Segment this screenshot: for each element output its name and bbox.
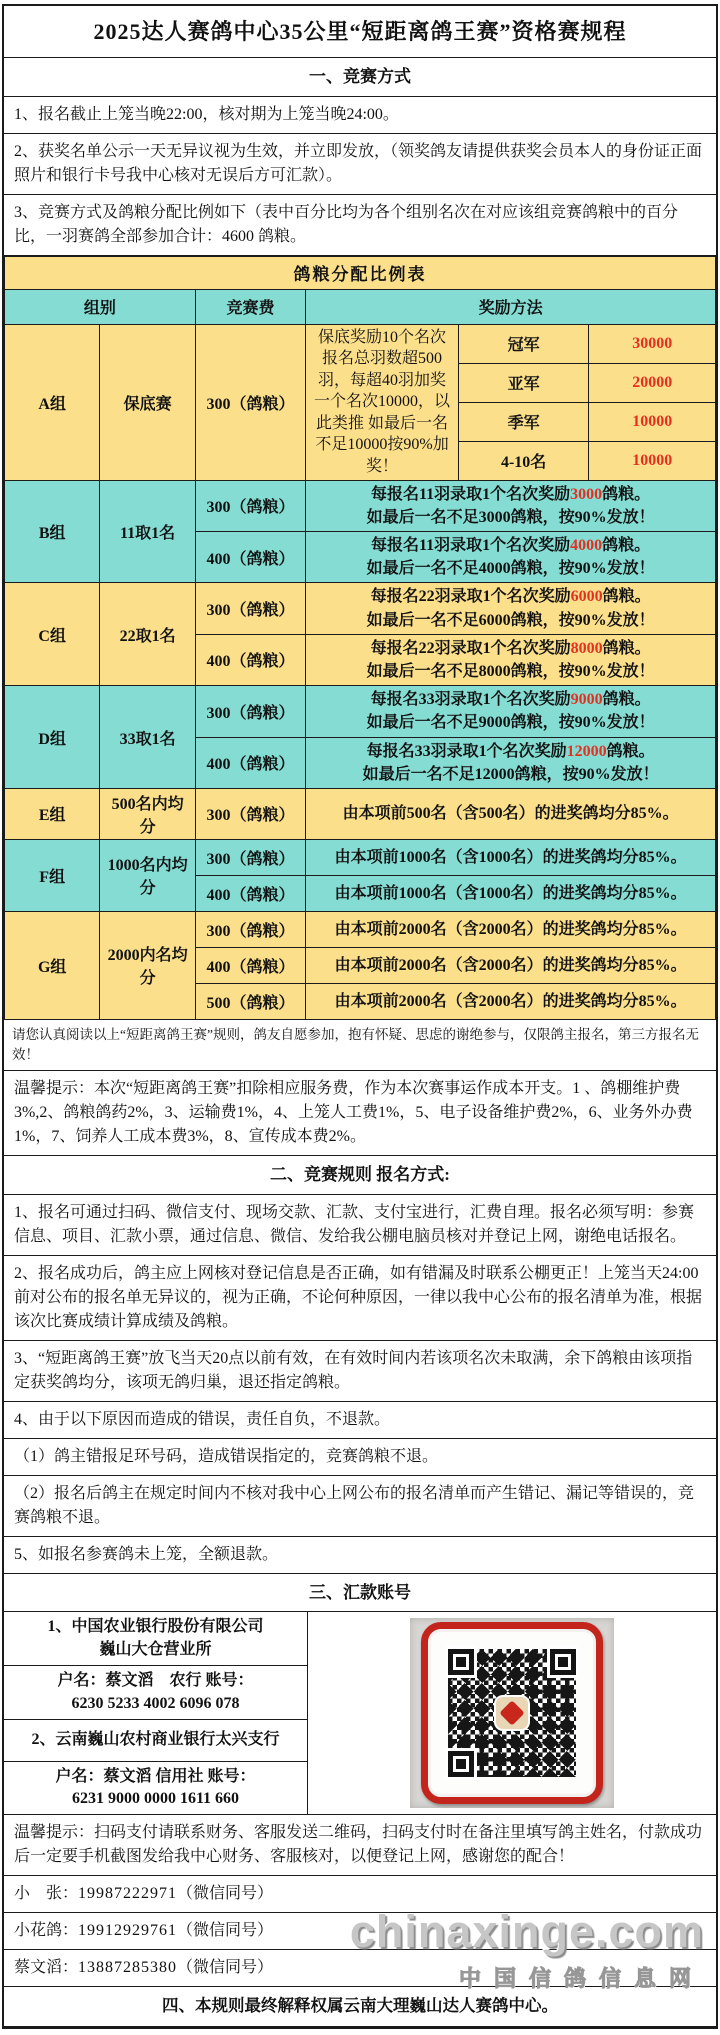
- group-d-reward-1: [306, 686, 716, 737]
- contact-phone: 13887285380: [78, 1959, 178, 1977]
- group-d-fee-2: 400（鸽粮）: [195, 737, 305, 788]
- group-f-reward-1: 由本项前1000名（含1000名）的进奖鸽均分85%。: [306, 839, 716, 875]
- registration-rule-4: 4、由于以下原因而造成的错误，责任自负，不退款。: [4, 1402, 716, 1439]
- bank1-holder: 户名：蔡文滔 农行 账号：: [57, 1672, 254, 1690]
- group-a-fee: 300（鸽粮）: [195, 324, 305, 480]
- group-f-type: 1000名内均分: [100, 839, 195, 911]
- column-header-group: 组别: [5, 289, 196, 324]
- contact-row: [4, 1876, 716, 1913]
- reward-amount: 4000: [570, 537, 603, 555]
- contact-row: [4, 1950, 716, 1987]
- group-b-fee-2: 400（鸽粮）: [195, 532, 305, 583]
- bank2-account: [4, 1762, 307, 1815]
- reward-text: 每报名22羽录取1个名次奖励: [370, 639, 571, 657]
- reward-text: 每报名33羽录取1个名次奖励: [370, 691, 571, 709]
- group-g-name: G组: [5, 911, 100, 1019]
- group-g-fee-3: 500（鸽粮）: [195, 983, 305, 1019]
- reward-text: 鸽粮。: [602, 588, 651, 606]
- contact-note: （微信同号）: [177, 1885, 274, 1903]
- regulation-document: [2, 4, 718, 2029]
- registration-rule-2: 2、报名成功后，鸽主应上网核对登记信息是否正确，如有错漏及时联系公棚更正！上笼当天24:00前对公布的报名单无异议的，视为正确，不论何种原因，一律以我中心公布的报名清单为准，根据该次比赛成绩计算成绩及鸽粮。: [4, 1256, 716, 1341]
- group-d-fee-1: 300（鸽粮）: [195, 686, 305, 737]
- bank1-account-number: 6230 5233 4002 6096 078: [71, 1694, 240, 1712]
- group-g-type: 2000内名均分: [100, 911, 195, 1019]
- group-e-type: 500名内均分: [100, 788, 195, 839]
- registration-rule-4-2: （2）报名后鸽主在规定时间内不核对我中心上网公布的报名清单而产生错记、漏记等错误的，竞赛鸽粮不退。: [4, 1476, 716, 1537]
- reward-text: 鸽粮。: [602, 639, 651, 657]
- group-b-fee-1: 300（鸽粮）: [195, 480, 305, 531]
- group-g-reward-1: 由本项前2000名（含2000名）的进奖鸽均分85%。: [306, 911, 716, 947]
- group-e-name: E组: [5, 788, 100, 839]
- contact-note: （微信同号）: [177, 1922, 274, 1940]
- group-b-reward-1: [306, 480, 716, 531]
- prize-rank: 季军: [458, 402, 589, 441]
- section3-heading: 三、汇款账号: [4, 1574, 716, 1613]
- reward-condition: 如最后一名不足6000鸽粮，按90%发放！: [366, 611, 655, 629]
- rule-item-2: 2、获奖名单公示一天无异议视为生效，并立即发放，（领奖鸽友请提供获奖会员本人的身份证正面照片和银行卡号我中心核对无误后方可汇款）。: [4, 134, 716, 195]
- reward-amount: 6000: [570, 588, 603, 606]
- group-b-type: 11取1名: [100, 480, 195, 583]
- reward-text: 每报名11羽录取1个名次奖励: [371, 537, 571, 555]
- contact-note: （微信同号）: [177, 1959, 274, 1977]
- registration-rule-5: 5、如报名参赛鸽未上笼，全额退款。: [4, 1537, 716, 1574]
- reward-condition: 如最后一名不足12000鸽粮，按90%发放！: [362, 765, 659, 783]
- group-a-name: A组: [5, 324, 100, 480]
- section1-heading: 一、竞赛方式: [4, 58, 716, 97]
- rule-item-3: 3、竞赛方式及鸽粮分配比例如下（表中百分比均为各个组别名次在对应该组竞赛鸽粮中的百分比，一羽赛鸽全部参加合计：4600 鸽粮。: [4, 195, 716, 256]
- group-g-reward-2: 由本项前2000名（含2000名）的进奖鸽均分85%。: [306, 947, 716, 983]
- column-header-fee: 竞赛费: [195, 289, 305, 324]
- bank2-holder: 户名：蔡文滔 信用社 账号：: [55, 1767, 256, 1785]
- payment-qr-frame: [421, 1622, 603, 1804]
- reward-condition: 如最后一名不足8000鸽粮，按90%发放！: [366, 662, 655, 680]
- contact-phone: 19912929761: [78, 1922, 178, 1940]
- reward-text: 鸽粮。: [606, 742, 655, 760]
- reward-text: 鸽粮。: [602, 691, 651, 709]
- service-fee-tip: 温馨提示：本次“短距离鸽王赛”扣除相应服务费，作为本次赛事运作成本开支。1 、鸽棚维护费3%,2、鸽粮鸽药2%，3、运输费1%，4、上笼人工费1%，5、电子设备维护费2%，6、业务外办费1%，7、饲养人工成本费3%，8、宣传成本费2%。: [4, 1071, 716, 1156]
- group-g-fee-2: 400（鸽粮）: [195, 947, 305, 983]
- bank-details-column: [4, 1612, 308, 1814]
- registration-rule-3: 3、“短距离鸽王赛”放飞当天20点以前有效，在有效时间内若该项名次未取满，余下鸽粮由该项指定获奖鸽均分，该项无鸽归巢，退还指定鸽粮。: [4, 1341, 716, 1402]
- reward-text: 每报名22羽录取1个名次奖励: [370, 588, 571, 606]
- group-c-fee-1: 300（鸽粮）: [195, 583, 305, 634]
- rule-item-1: 1、报名截止上笼当晚22:00，核对期为上笼当晚24:00。: [4, 97, 716, 134]
- prize-amount: 20000: [589, 363, 716, 402]
- group-e-reward-1: 由本项前500名（含500名）的进奖鸽均分85%。: [306, 788, 716, 839]
- watermark-domain: chinaxinge.com: [349, 1906, 704, 1958]
- group-d-reward-2: [306, 737, 716, 788]
- group-c-reward-1: [306, 583, 716, 634]
- bank1-account: [4, 1666, 307, 1720]
- prize-amount: 10000: [589, 402, 716, 441]
- qr-finder-top-right-icon: [550, 1649, 576, 1675]
- group-f-fee-2: 400（鸽粮）: [195, 875, 305, 911]
- group-f-fee-1: 300（鸽粮）: [195, 839, 305, 875]
- reward-text: 鸽粮。: [602, 537, 651, 555]
- qr-finder-bottom-left-icon: [448, 1751, 474, 1777]
- bank2-name-line1: 2、云南巍山农村商业银行太兴支行: [31, 1731, 280, 1749]
- group-d-type: 33取1名: [100, 686, 195, 789]
- qr-finder-top-left-icon: [448, 1649, 474, 1675]
- registration-rule-4-1: （1）鸽主错报足环号码，造成错误指定的，竞赛鸽粮不退。: [4, 1439, 716, 1476]
- reward-amount: 3000: [570, 485, 603, 503]
- prize-rank: 亚军: [458, 363, 589, 402]
- reward-amount: 9000: [570, 691, 603, 709]
- qr-center-logo-icon: [496, 1697, 528, 1729]
- contact-name: 小花鸽：: [14, 1922, 79, 1940]
- bank1-name-line1: 1、中国农业银行股份有限公司: [47, 1618, 264, 1636]
- group-d-name: D组: [5, 686, 100, 789]
- group-c-name: C组: [5, 583, 100, 686]
- prize-rank: 冠军: [458, 324, 589, 363]
- registration-rule-1: 1、报名可通过扫码、微信支付、现场交款、汇款、支付宝进行，汇费自理。报名必须写明：参赛信息、项目、汇款小票，通过信息、微信、发给我公棚电脑员核对并登记上网，谢绝电话报名。: [4, 1195, 716, 1256]
- payment-qr-photo: [410, 1618, 614, 1808]
- reward-text: 鸽粮。: [602, 485, 651, 503]
- section2-heading: 二、竞赛规则 报名方式:: [4, 1156, 716, 1195]
- watermark-site-name: 中国信鸽信息网: [458, 1966, 704, 1992]
- reward-condition: 如最后一名不足3000鸽粮，按90%发放！: [366, 508, 655, 526]
- qr-column: [308, 1612, 716, 1814]
- final-interpretation-note: 四、本规则最终解释权属云南大理巍山达人赛鸽中心。: [4, 1987, 716, 2027]
- reward-text: 每报名11羽录取1个名次奖励: [371, 485, 571, 503]
- group-e-fee-1: 300（鸽粮）: [195, 788, 305, 839]
- contact-name: 小 张：: [14, 1885, 79, 1903]
- table-caption: 鸽粮分配比例表: [5, 256, 716, 289]
- reward-amount: 8000: [570, 639, 603, 657]
- group-b-reward-2: [306, 532, 716, 583]
- read-carefully-notice: 请您认真阅读以上“短距离鸽王赛”规则，鸽友自愿参加，抱有怀疑、思虑的谢绝参与，仅限鸽主报名，第三方报名无效！: [4, 1020, 716, 1072]
- reward-condition: 如最后一名不足9000鸽粮，按90%发放！: [366, 714, 655, 732]
- group-b-name: B组: [5, 480, 100, 583]
- group-c-fee-2: 400（鸽粮）: [195, 634, 305, 685]
- prize-amount: 10000: [589, 441, 716, 480]
- bank2-account-number: 6231 9000 0000 1611 660: [71, 1790, 240, 1808]
- prize-amount: 30000: [589, 324, 716, 363]
- prize-rank: 4-10名: [458, 441, 589, 480]
- scan-pay-tip: 温馨提示：扫码支付请联系财务、客服发送二维码，扫码支付时在备注里填写鸽主姓名，付款成功后一定要手机截图发给我中心财务、客服核对，以便登记上网，感谢您的配合！: [4, 1815, 716, 1876]
- group-g-fee-1: 300（鸽粮）: [195, 911, 305, 947]
- group-f-name: F组: [5, 839, 100, 911]
- bank1-name-line2: 巍山大仓营业所: [99, 1640, 212, 1658]
- feed-allocation-table: [4, 256, 716, 1020]
- group-c-type: 22取1名: [100, 583, 195, 686]
- page-title: 2025达人赛鸽中心35公里“短距离鸽王赛”资格赛规程: [4, 6, 716, 58]
- group-a-type: 保底赛: [100, 324, 195, 480]
- group-g-reward-3: 由本项前2000名（含2000名）的进奖鸽均分85%。: [306, 983, 716, 1019]
- bank2-name: [4, 1720, 307, 1762]
- group-a-description: 保底奖励10个名次报名总羽数超500羽，每超40羽加奖一个名次10000，以此类推 如最后一名不足10000按90%加奖！: [306, 324, 459, 480]
- contact-row: [4, 1913, 716, 1950]
- contact-name: 蔡文滔：: [14, 1959, 79, 1977]
- group-f-reward-2: 由本项前1000名（含1000名）的进奖鸽均分85%。: [306, 875, 716, 911]
- contact-phone: 19987222971: [78, 1885, 178, 1903]
- payment-qr-code-icon: [448, 1649, 576, 1777]
- remittance-accounts: [4, 1612, 716, 1815]
- group-c-reward-2: [306, 634, 716, 685]
- reward-amount: 12000: [566, 742, 607, 760]
- reward-text: 每报名33羽录取1个名次奖励: [366, 742, 567, 760]
- bank1-name: [4, 1612, 307, 1666]
- reward-condition: 如最后一名不足4000鸽粮，按90%发放！: [366, 560, 655, 578]
- column-header-reward: 奖励方法: [306, 289, 716, 324]
